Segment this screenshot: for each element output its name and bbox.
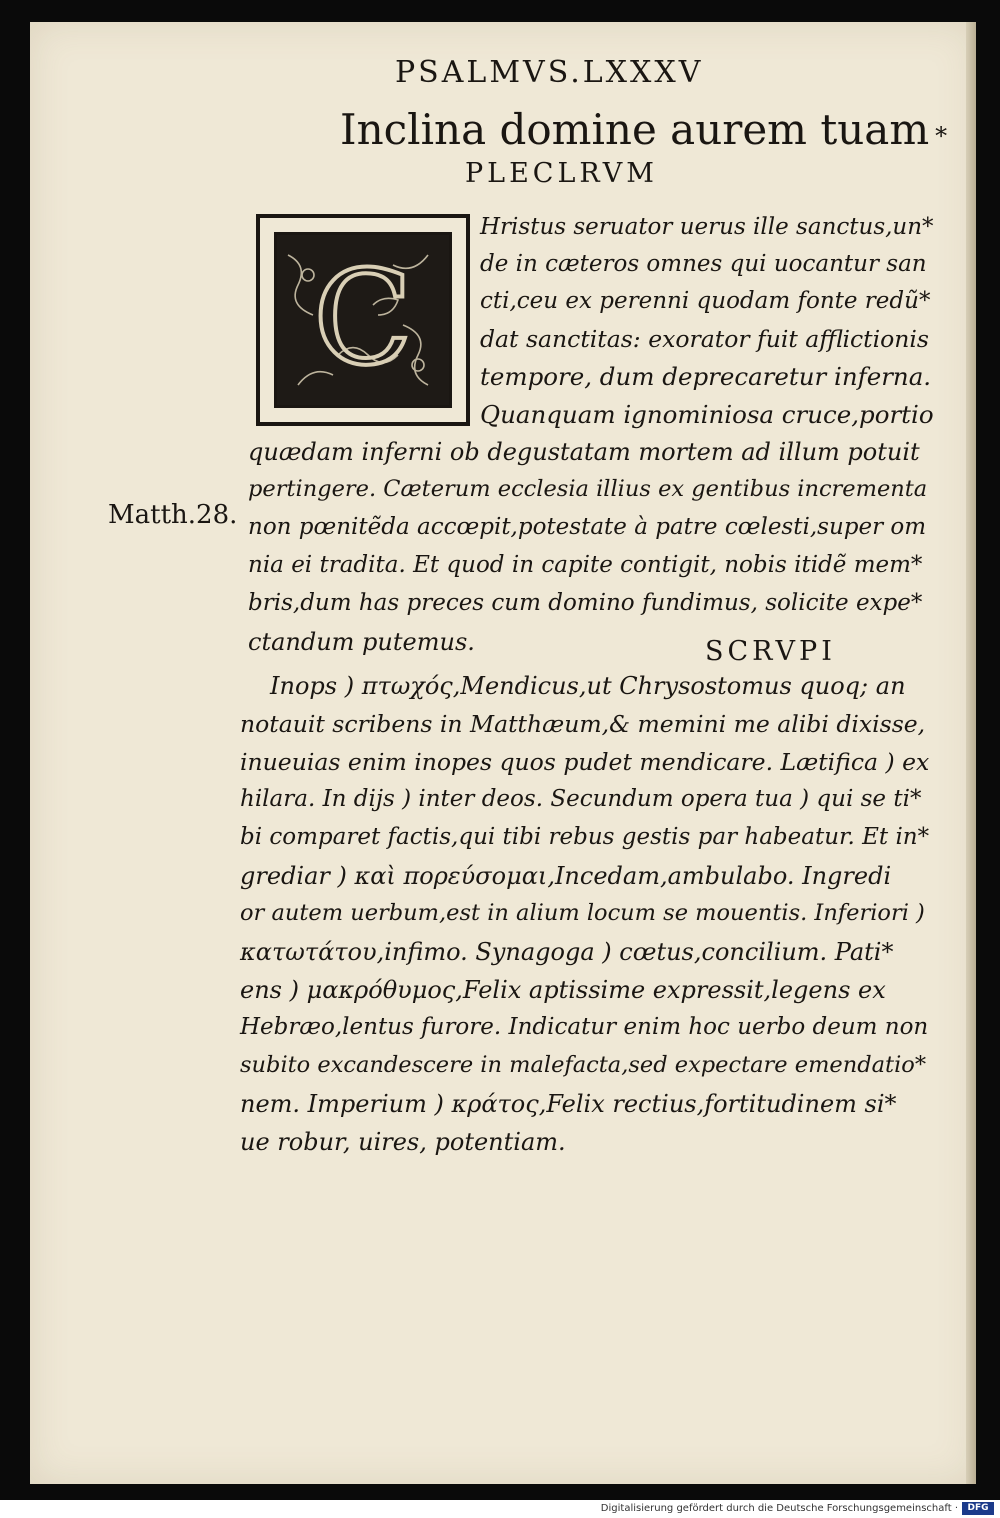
body-line: grediar ) καὶ πορεύσομαι,Incedam,ambulabo. Ingredi [240, 862, 892, 890]
body-line: dat sanctitas: exorator fuit afflictionis [480, 325, 929, 353]
svg-text:C: C [313, 242, 413, 394]
body-line: pertingere. Cæterum ecclesia illius ex gentibus incrementa [248, 476, 928, 502]
body-line: ens ) μακρόθυμος,Felix aptissime expressit,legens ex [240, 976, 886, 1004]
body-line: inueuias enim inopes quos pudet mendicare. Lætifica ) ex [240, 748, 930, 776]
body-line: de in cæteros omnes qui uocantur san [480, 251, 927, 277]
body-line: bris,dum has preces cum domino fundimus, solicite expe* [248, 590, 923, 616]
running-head: PSALMVS.LXXXV [395, 55, 704, 90]
body-line: nia ei tradita. Et quod in capite contigit, nobis itidẽ mem* [248, 552, 923, 578]
body-line: hilara. In dijs ) inter deos. Secundum opera tua ) qui se ti* [240, 786, 922, 812]
body-line: bi comparet factis,qui tibi rebus gestis par habeatur. Et in* [240, 824, 930, 850]
dfg-logo: DFG [962, 1502, 994, 1515]
body-line: notauit scribens in Matthæum,& memini me alibi dixisse, [240, 710, 926, 738]
incipit-text: Inclina domine aurem tuam [340, 105, 930, 154]
body-line: ue robur, uires, potentiam. [240, 1128, 566, 1156]
body-line: cti,ceu ex perenni quodam fonte redũ* [480, 288, 931, 314]
psalm-incipit [340, 105, 947, 154]
body-line: ctandum putemus. [248, 628, 475, 656]
floral-initial-c-icon [277, 235, 449, 405]
section-heading-1: PLECLRVM [465, 158, 658, 189]
body-line: nem. Imperium ) κράτος,Felix rectius,fortitudinem si* [240, 1090, 897, 1118]
body-line: κατωτάτου,infimo. Synagoga ) cœtus,concilium. Pati* [240, 938, 894, 966]
body-line: Inops ) πτωχός,Mendicus,ut Chrysostomus quoq; an [270, 672, 906, 700]
page-edge [966, 22, 976, 1484]
footer-bar [0, 1500, 1000, 1518]
body-line: quædam inferni ob degustatam mortem ad illum potuit [248, 438, 920, 466]
margin-note: Matth.28. [108, 500, 238, 530]
decorated-initial [256, 214, 470, 426]
body-line: Hristus seruator uerus ille sanctus,un* [480, 214, 934, 240]
incipit-mark: * [935, 122, 948, 150]
body-line: subito excandescere in malefacta,sed expectare emendatio* [240, 1052, 927, 1078]
body-line: or autem uerbum,est in alium locum se mouentis. Inferiori ) [240, 900, 925, 926]
section-heading-2: SCRVPI [705, 636, 836, 667]
body-line: non pœnitẽda accœpit,potestate à patre cœlesti,super om [248, 514, 927, 540]
body-line: Hebræo,lentus furore. Indicatur enim hoc uerbo deum non [240, 1014, 929, 1040]
body-line: Quanquam ignominiosa cruce,portio [480, 400, 934, 429]
body-line: tempore, dum deprecaretur inferna. [480, 362, 932, 391]
funding-credit: Digitalisierung gefördert durch die Deutsche Forschungsgemeinschaft · [600, 1503, 958, 1514]
